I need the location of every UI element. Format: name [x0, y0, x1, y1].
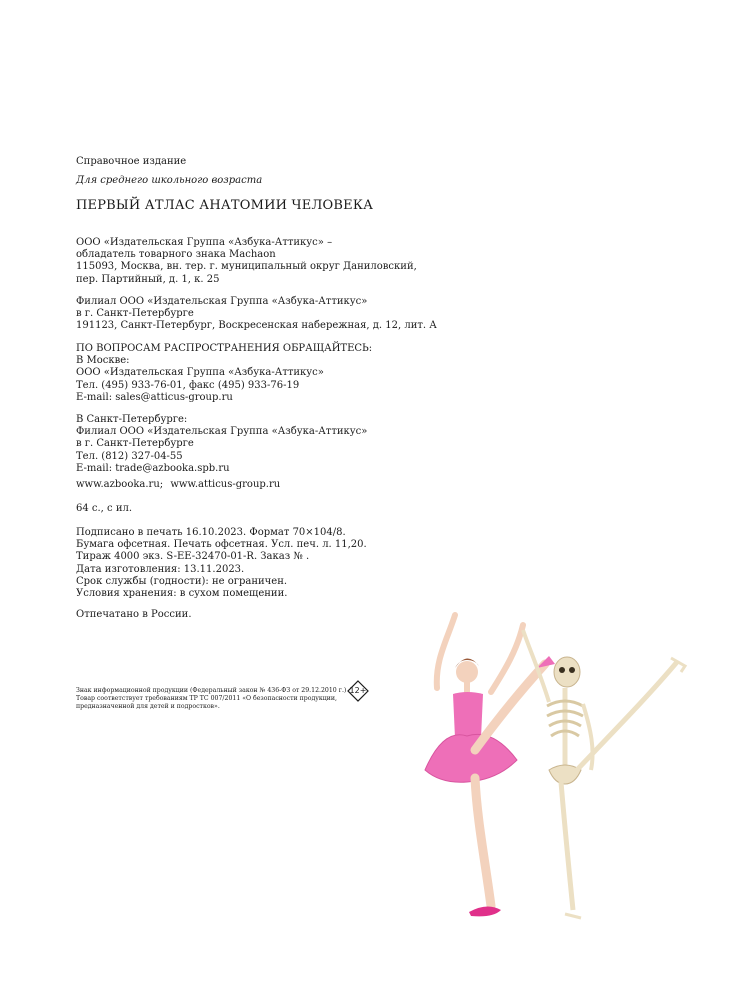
- audience: [76, 175, 262, 187]
- printed-in-text: Отпечатано в России.: [76, 609, 192, 620]
- info-mark-line: Знак информационной продукции (Федеральный закон № 436-ФЗ от 29.12.2010 г.): [76, 687, 347, 694]
- info-mark-text: [76, 687, 346, 711]
- ballerina-standing-leg: [475, 778, 491, 906]
- print-info-line: Тираж 4000 экз. S-EE-32470-01-R. Заказ № .: [76, 551, 310, 563]
- ballerina-raised-leg: [475, 664, 545, 750]
- spb-city: в г. Санкт-Петербурге: [76, 438, 194, 450]
- skeleton-skull: [554, 657, 580, 687]
- info-mark-line: Товар соответствует требованиям ТР ТС 007/2011 «О безопасности продукции,: [76, 695, 337, 702]
- branch-line: Филиал ООО «Издательская Группа «Азбука-Аттикус»: [76, 296, 368, 307]
- publisher-line: обладатель товарного знака Machaon: [76, 249, 276, 261]
- ballerina-shoe: [469, 906, 501, 916]
- print-info-line: Подписано в печать 16.10.2023. Формат 70×104/8.: [76, 527, 346, 538]
- skeleton-foot: [565, 914, 581, 918]
- ballerina-head: [456, 661, 478, 683]
- print-info-line: Условия хранения: в сухом помещении.: [76, 588, 288, 600]
- publisher-block: [76, 237, 417, 286]
- ballerina-right-arm: [491, 625, 523, 692]
- ballerina-left-arm: [437, 615, 455, 688]
- book-title-text: ПЕРВЫЙ АТЛАС АНАТОМИИ ЧЕЛОВЕКА: [76, 198, 374, 213]
- publisher-line: пер. Партийный, д. 1, к. 25: [76, 273, 220, 285]
- ballerina-skeleton-illustration: [405, 610, 695, 925]
- distribution-heading: ПО ВОПРОСАМ РАСПРОСТРАНЕНИЯ ОБРАЩАЙТЕСЬ:: [76, 343, 373, 354]
- moscow-label: В Москве:: [76, 355, 130, 367]
- print-info-block: [76, 527, 367, 600]
- website-link[interactable]: www.atticus-group.ru: [170, 479, 281, 490]
- edition-type: [76, 156, 186, 168]
- spb-org: Филиал ООО «Издательская Группа «Азбука-Аттикус»: [76, 426, 368, 438]
- website-link[interactable]: www.azbooka.ru;: [76, 479, 164, 490]
- ballerina-bodice: [453, 692, 483, 738]
- print-info-line: Срок службы (годности): не ограничен.: [76, 575, 288, 587]
- skeleton: [523, 630, 685, 918]
- spb-phone: Тел. (812) 327-04-55: [76, 450, 183, 462]
- page-count: [76, 503, 132, 515]
- skeleton-eye: [559, 667, 565, 673]
- publisher-line: 115093, Москва, вн. тер. г. муниципальный округ Даниловский,: [76, 261, 417, 273]
- spb-email: E-mail: trade@azbooka.spb.ru: [76, 462, 230, 474]
- spb-label: В Санкт-Петербурге:: [76, 414, 188, 425]
- ballerina-tutu: [425, 734, 517, 782]
- skeleton-standing-leg: [561, 782, 573, 910]
- age-rating-text: 12+: [349, 686, 367, 695]
- edition-type-text: Справочное издание: [76, 156, 187, 167]
- audience-text: Для среднего школьного возраста: [76, 175, 263, 186]
- info-mark-line: предназначенной для детей и подростков».: [76, 703, 220, 710]
- moscow-email: E-mail: sales@atticus-group.ru: [76, 391, 233, 403]
- page-count-text: 64 с., с ил.: [76, 503, 133, 514]
- moscow-org: ООО «Издательская Группа «Азбука-Аттикус»: [76, 367, 324, 379]
- spb-block: [76, 414, 367, 475]
- branch-line: 191123, Санкт-Петербург, Воскресенская набережная, д. 12, лит. А: [76, 320, 437, 332]
- skeleton-eye: [569, 667, 575, 673]
- skeleton-raised-leg: [575, 662, 677, 772]
- publisher-line: ООО «Издательская Группа «Азбука-Аттикус» –: [76, 237, 333, 248]
- branch-block: [76, 296, 437, 333]
- branch-line: в г. Санкт-Петербурге: [76, 308, 194, 320]
- print-info-line: Дата изготовления: 13.11.2023.: [76, 563, 245, 575]
- websites: [76, 479, 284, 491]
- book-title: [76, 200, 373, 212]
- printed-in: [76, 609, 192, 621]
- print-info-line: Бумага офсетная. Печать офсетная. Усл. печ. л. 11,20.: [76, 539, 367, 551]
- distribution-block: [76, 343, 372, 404]
- age-rating-badge: [347, 680, 369, 702]
- moscow-phone: Тел. (495) 933-76-01, факс (495) 933-76-19: [76, 379, 300, 391]
